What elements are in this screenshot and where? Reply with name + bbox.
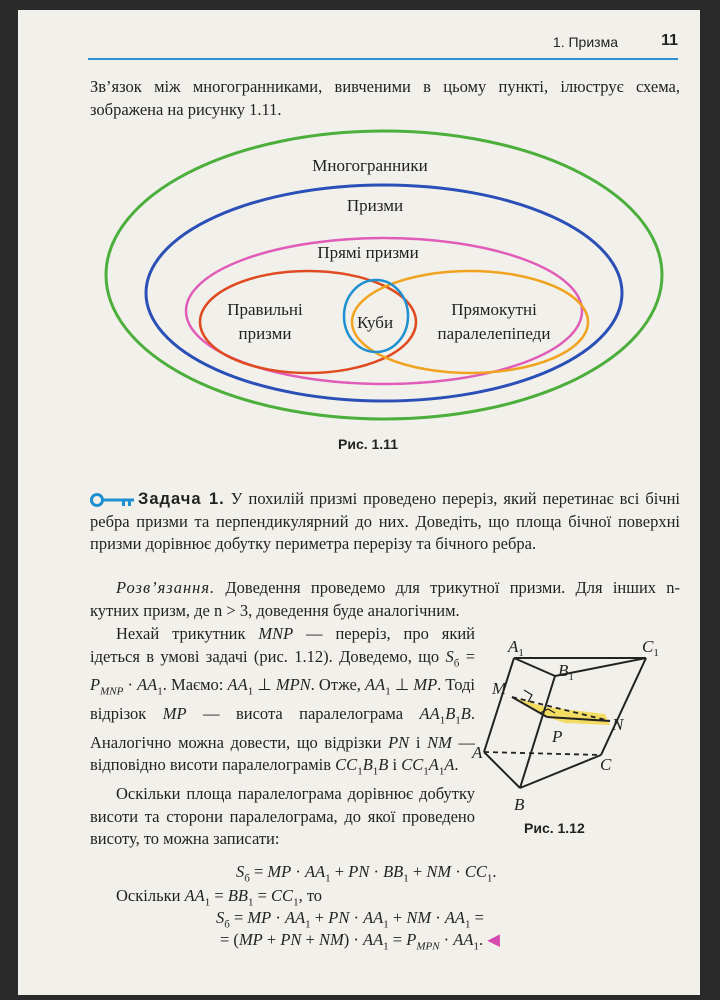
figure-1-12-prism bbox=[18, 10, 700, 995]
solution-label: Розв’язання. bbox=[116, 578, 216, 597]
formula-2: Оскільки $AA_1 = BB_1 = CC_1$, то bbox=[116, 886, 323, 909]
svg-text:A1: $A_1$ bbox=[508, 637, 524, 659]
task-label: Задача 1. bbox=[138, 490, 225, 508]
svg-text:C1: $C_1$ bbox=[642, 637, 659, 659]
svg-text:A: A bbox=[472, 743, 483, 762]
svg-text:C: C bbox=[600, 755, 612, 774]
svg-text:B: B bbox=[514, 795, 525, 814]
label-regular-1: Правильні bbox=[227, 300, 303, 319]
formula-1: $S_б$ = MP · $AA_1$ + PN · $BB_1$ + NM · $CC_1$. bbox=[236, 862, 497, 885]
svg-text:M: M bbox=[492, 679, 507, 698]
task-text: У похилій призмі проведено переріз, який перетинає всі бічні ребра призми та перпендикулярний до них. Доведіть, що площа бічної поверхні призми дорівнює добутку периметра перерізу та бічного ребра. bbox=[90, 489, 681, 553]
section-title: 1. Призма bbox=[552, 34, 618, 50]
textbook-page bbox=[18, 10, 700, 995]
proof-paragraph-1: Нехай трикутник MNP — переріз, про який ідеться в умові задачі (рис. 1.12). Доведемо, що $S_б = P_{MNP} \cdot AA_1$. Маємо: $AA_1$ ⊥ MPN. Отже, $AA_1$ ⊥ MP. Тоді відрізок MP — висота паралелограма $AA_1B_1B$. Аналогічно можна довести, що відрізки PN і NM — відповідно висоти паралелограмів $CC_1B_1B$ і $CC_1A_1A$. Оскільки площа паралелограма дорівнює добутку висоти та сторони паралелограма, до якої проведено висоту, то можна записати: bbox=[90, 624, 476, 849]
label-prisms: Призми bbox=[346, 196, 404, 215]
label-rect-2: паралелепіпеди bbox=[437, 324, 551, 343]
label-polyhedra: Многогранники bbox=[312, 156, 428, 175]
label-cubes: Куби bbox=[356, 313, 394, 332]
svg-text:P: P bbox=[552, 727, 563, 746]
end-of-proof-icon: ◀ bbox=[487, 930, 500, 949]
svg-text:N: N bbox=[612, 715, 624, 734]
figure-1-11-caption: Рис. 1.11 bbox=[338, 436, 398, 452]
label-rect-1: Прямокутні bbox=[451, 300, 537, 319]
solution-text: Доведення проведемо для трикутної призми. Для інших n-кутних призм, де n > 3, доведення буде аналогічним. bbox=[90, 578, 681, 620]
formula-3: $S_б$ = MP · $AA_1$ + PN · $AA_1$ + NM · $AA_1$ = bbox=[216, 908, 484, 931]
label-right-prisms: Прямі призми bbox=[317, 243, 419, 262]
svg-text:B1: $B_1$ bbox=[558, 661, 574, 683]
label-regular-2: призми bbox=[238, 324, 292, 343]
formula-4: = (MP + PN + $NM) \cdot AA_1 = P_{MPN} \cdot AA_1$. ◀ bbox=[220, 930, 500, 953]
page-number: 11 bbox=[661, 32, 678, 49]
figure-1-12-caption: Рис. 1.12 bbox=[524, 820, 585, 836]
intro-paragraph: Зв’язок між многогранниками, вивченими в цьому пункті, ілюструє схема, зображена на рисунку 1.11. bbox=[90, 77, 680, 119]
